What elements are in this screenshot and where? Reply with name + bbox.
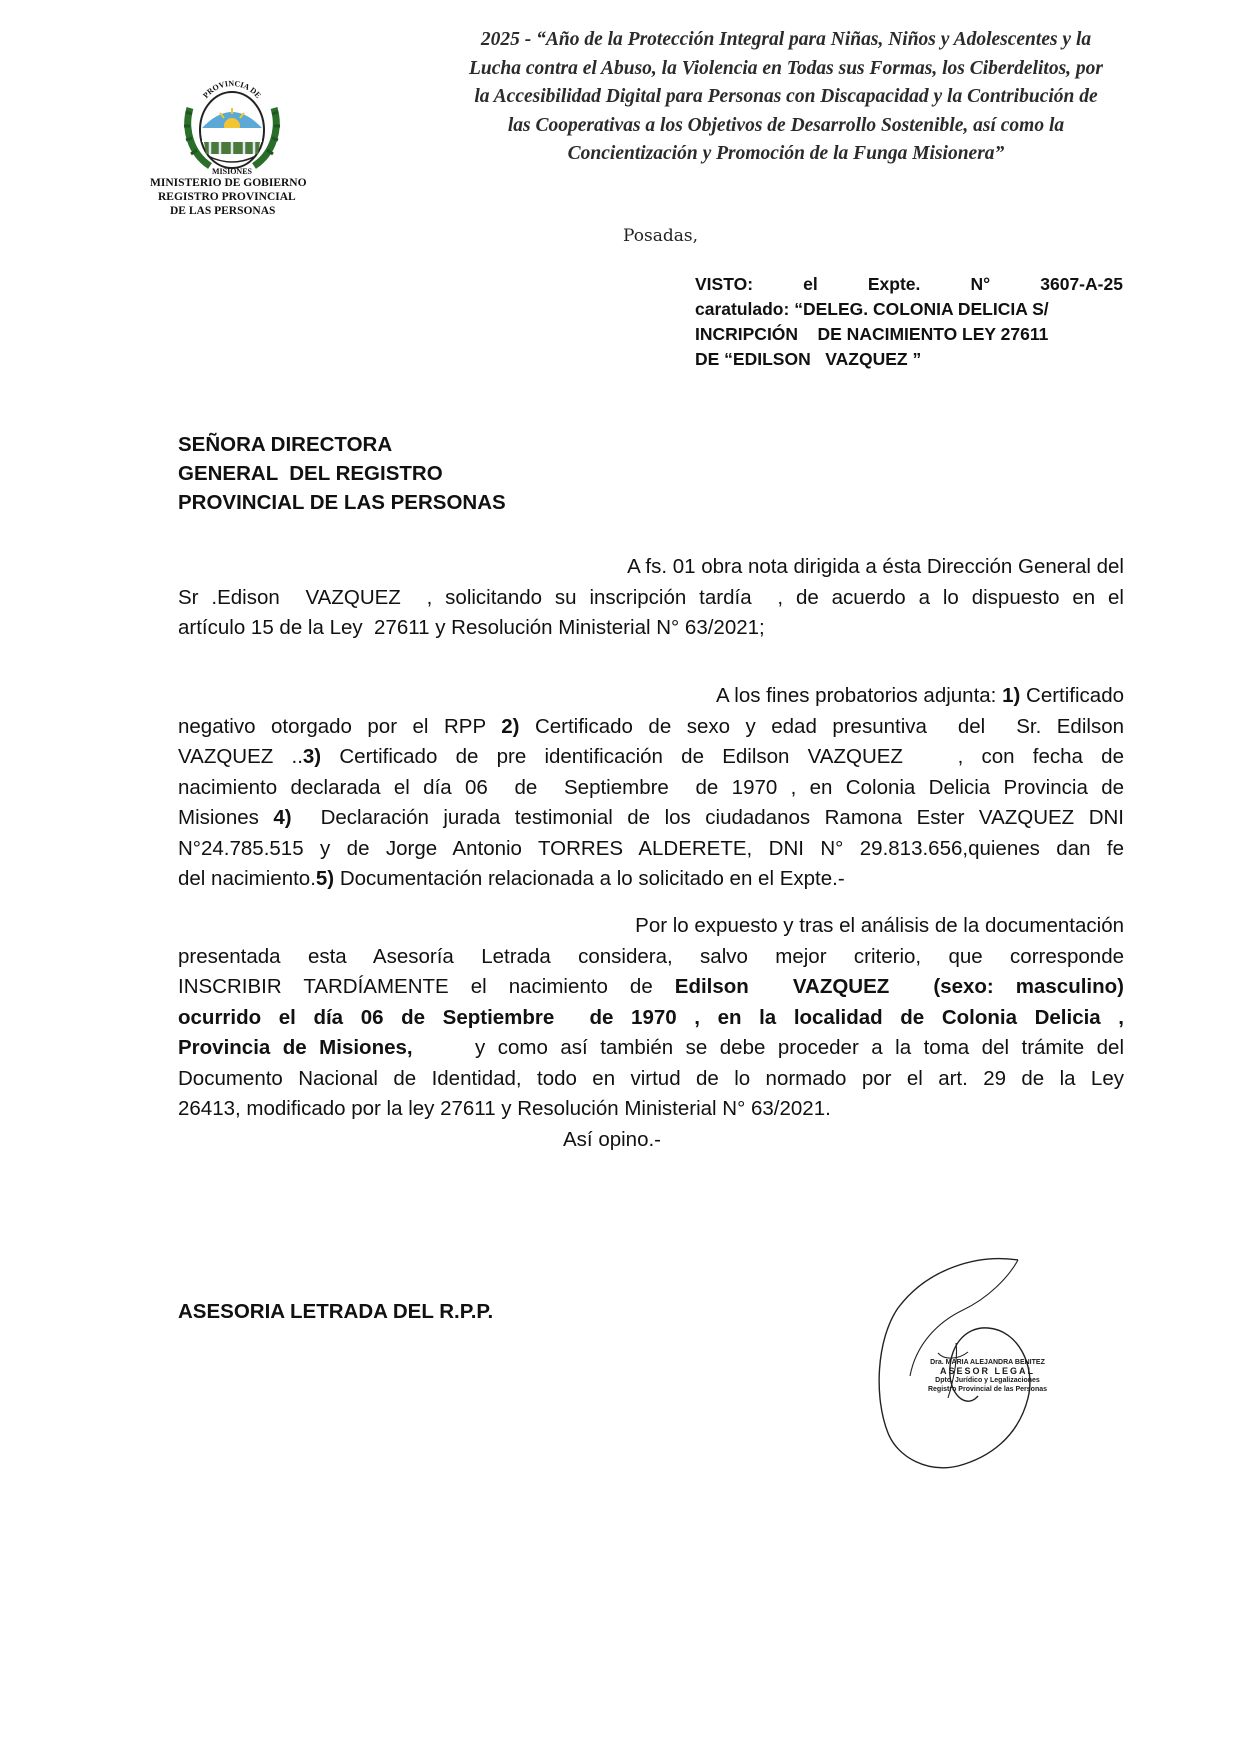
place-line: Posadas, xyxy=(623,226,698,246)
closing-text: Así opino.- xyxy=(563,1128,661,1151)
text-run: Sr .Edison VAZQUEZ , solicitando su inscripción tardía , de acuerdo a lo dispuesto en el xyxy=(178,585,1124,609)
item-number: 5) xyxy=(315,867,335,890)
addressee xyxy=(178,430,506,517)
motto-line: la Accesibilidad Digital para Personas con Discapacidad y la Contribución de xyxy=(474,86,1098,108)
visto-word: Expte. xyxy=(867,274,921,294)
paragraph-line: 26413, modificado por la ley 27611 y Resolución Ministerial N° 63/2021. xyxy=(178,1097,831,1120)
text-run: y como así también se debe proceder a la toma del trámite del xyxy=(412,1036,1124,1059)
paragraph-line: A fs. 01 obra nota dirigida a ésta Dirección General del xyxy=(627,555,1124,578)
text-run: Certificado de pre identificación de Edilson VAZQUEZ , con fecha de xyxy=(321,745,1124,768)
signature-label: ASESORIA LETRADA DEL R.P.P. xyxy=(178,1300,494,1323)
visto-block xyxy=(695,272,1123,372)
text-run: Certificado de sexo y edad presuntiva del Sr. Edilson xyxy=(519,714,1124,738)
stamp-line: ASESOR LEGAL xyxy=(939,1366,1035,1376)
item-number: 3) xyxy=(302,745,322,768)
visto-line: INCRIPCIÓN DE NACIMIENTO LEY 27611 xyxy=(695,324,1049,344)
paragraph-line xyxy=(178,742,1124,773)
paragraph-line xyxy=(178,583,1124,614)
visto-line: caratulado: “DELEG. COLONIA DELICIA S/ xyxy=(695,299,1049,319)
paragraph-line: Documento Nacional de Identidad, todo en virtud de lo normado por el art. 29 de la Ley xyxy=(178,1066,1124,1090)
visto-line xyxy=(695,272,1123,297)
visto-word: N° xyxy=(970,274,991,294)
visto-word: VISTO: xyxy=(695,274,754,294)
seal-text-bottom: MISIONES xyxy=(211,167,253,176)
text-run: negativo otorgado por el RPP xyxy=(178,714,502,738)
ministry-line: MINISTERIO DE GOBIERNO xyxy=(150,177,307,189)
bold-run: Provincia de Misiones, xyxy=(178,1036,413,1059)
paragraph-opinion xyxy=(178,911,1124,1125)
item-number: 2) xyxy=(501,714,520,738)
legal-stamp xyxy=(925,1358,1050,1394)
paragraph-line xyxy=(178,1033,1124,1064)
addressee-line: GENERAL DEL REGISTRO xyxy=(178,462,443,485)
paragraph-line: N°24.785.515 y de Jorge Antonio TORRES ALDERETE, DNI N° 29.813.656,quienes dan fe xyxy=(178,836,1124,860)
motto-line: las Cooperativas a los Objetivos de Desarrollo Sostenible, así como la xyxy=(507,114,1065,136)
ministry-line: REGISTRO PROVINCIAL xyxy=(158,191,296,203)
text-run: del nacimiento. xyxy=(178,867,316,890)
file-number: 3607-A-25 xyxy=(1040,274,1123,294)
bold-run: Edilson VAZQUEZ (sexo: masculino) xyxy=(674,975,1124,998)
addressee-line: PROVINCIAL DE LAS PERSONAS xyxy=(178,491,506,514)
paragraph-line: nacimiento declarada el día 06 de Septiembre de 1970 , en Colonia Delicia Provincia de xyxy=(178,775,1124,799)
ministry-heading xyxy=(150,176,307,218)
text-run: Declaración jurada testimonial de los ciudadanos Ramona Ester VAZQUEZ DNI xyxy=(291,806,1125,829)
paragraph-line: presentada esta Asesoría Letrada considera, salvo mejor criterio, que corresponde xyxy=(178,944,1124,968)
text-run: VAZQUEZ .. xyxy=(178,745,303,768)
motto-line: 2025 - “Año de la Protección Integral para Niñas, Niños y Adolescentes y la xyxy=(480,29,1092,50)
item-number: 1) xyxy=(1002,684,1021,707)
paragraph-line: Por lo expuesto y tras el análisis de la documentación xyxy=(635,914,1124,937)
paragraph-line: artículo 15 de la Ley 27611 y Resolución Ministerial N° 63/2021; xyxy=(178,616,765,639)
stamp-line: Dpto. Jurídico y Legalizaciones xyxy=(935,1377,1040,1384)
year-motto xyxy=(436,26,1136,169)
paragraph-line xyxy=(178,712,1124,743)
paragraph-line xyxy=(178,681,1124,712)
visto-line: DE “EDILSON VAZQUEZ ” xyxy=(695,349,922,369)
text-run: INSCRIBIR TARDÍAMENTE el nacimiento de xyxy=(178,975,675,998)
stamp-line: Dra. MARIA ALEJANDRA BENITEZ xyxy=(930,1359,1045,1366)
item-number: 4) xyxy=(273,806,292,829)
paragraph-evidence xyxy=(178,681,1124,895)
seal-text-top: PROVINCIA DE xyxy=(201,78,263,100)
motto-line: Lucha contra el Abuso, la Violencia en Todas sus Formas, los Ciberdelitos, por xyxy=(468,57,1104,79)
stamp-line: Registro Provincial de las Personas xyxy=(927,1386,1048,1393)
text-run: A los fines probatorios adjunta: xyxy=(716,684,1003,707)
motto-line: Concientización y Promoción de la Funga Misionera” xyxy=(567,143,1005,165)
text-run: Documentación relacionada a lo solicitado en el Expte.- xyxy=(334,867,845,890)
text-run: Certificado xyxy=(1020,684,1124,707)
text-run: Misiones xyxy=(178,806,274,829)
addressee-line: SEÑORA DIRECTORA xyxy=(178,433,393,456)
paragraph-line xyxy=(178,803,1124,834)
paragraph-line xyxy=(178,864,1124,895)
paragraph-request xyxy=(178,552,1124,644)
province-seal-icon xyxy=(180,78,284,178)
paragraph-line xyxy=(178,972,1124,1003)
visto-word: el xyxy=(803,274,818,294)
paragraph-line: ocurrido el día 06 de Septiembre de 1970 , en la localidad de Colonia Delicia , xyxy=(178,1005,1124,1029)
ministry-line: DE LAS PERSONAS xyxy=(170,205,276,217)
